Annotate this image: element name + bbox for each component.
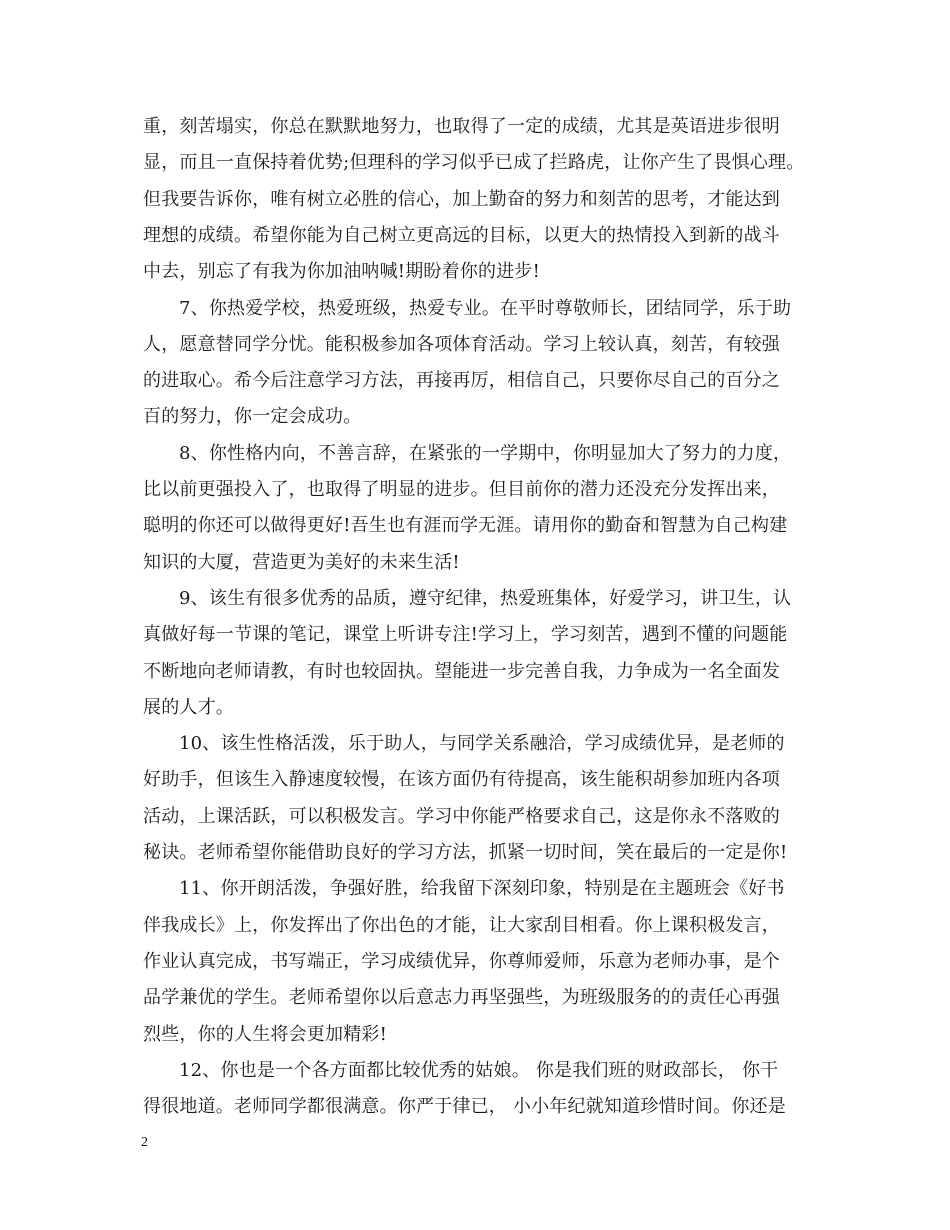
text-line: 人，愿意替同学分忧。能积极参加各项体育活动。学习上较认真，刻苦，有较强	[143, 333, 780, 355]
text-line: 烈些，你的人生将会更加精彩!	[143, 1023, 388, 1045]
text-line: 比以前更强投入了，也取得了明显的进步。但目前你的潜力还没充分发挥出来，	[143, 479, 780, 500]
text-line: 品学兼优的学生。老师希望你以后意志力再坚强些，为班级服务的的责任心再强	[143, 987, 780, 1009]
text-line: 8、你性格内向，不善言辞，在紧张的一学期中，你明显加大了努力的力度，	[179, 442, 792, 464]
text-line: 的进取心。希今后注意学习方法，再接再厉，相信自己，只要你尽自己的百分之	[143, 370, 780, 392]
text-line: 重，刻苦塌实，你总在默默地努力，也取得了一定的成绩，尤其是英语进步很明	[143, 116, 780, 137]
text-line: 秘诀。老师希望你能借助良好的学习方法，抓紧一切时间，笑在最后的一定是你!	[143, 842, 788, 863]
text-line: 中去，别忘了有我为你加油呐喊!期盼着你的进步!	[143, 261, 541, 283]
text-line: 但我要告诉你，唯有树立必胜的信心，加上勤奋的努力和刻苦的思考，才能达到	[143, 188, 780, 210]
text-line: 得很地道。老师同学都很满意。你严于律已， 小小年纪就知道珍惜时间。你还是	[143, 1096, 786, 1118]
text-line: 百的努力，你一定会成功。	[143, 406, 362, 428]
text-line: 真做好每一节课的笔记，课堂上听讲专注!学习上，学习刻苦，遇到不懂的问题能	[143, 624, 788, 646]
text-line: 10、该生性格活泼，乐于助人，与同学关系融洽，学习成绩优异，是老师的	[179, 733, 785, 755]
text-line: 好助手，但该生入静速度较慢，在该方面仍有待提高，该生能积胡参加班内各项	[143, 769, 780, 791]
text-line: 伴我成长》上，你发挥出了你出色的才能，让大家刮目相看。你上课积极发言，	[143, 914, 780, 936]
text-line: 不断地向老师请教，有时也较固执。望能进一步完善自我，力争成为一名全面发	[143, 660, 780, 682]
text-line: 显，而且一直保持着优势;但理科的学习似乎已成了拦路虎，让你产生了畏惧心理。	[143, 152, 805, 174]
text-line: 聪明的你还可以做得更好!吾生也有涯而学无涯。请用你的勤奋和智慧为自己构建	[143, 515, 788, 537]
text-line: 展的人才。	[143, 696, 234, 718]
text-line: 7、你热爱学校，热爱班级，热爱专业。在平时尊敬师长，团结同学，乐于助	[179, 297, 792, 319]
text-line: 活动，上课活跃，可以积极发言。学习中你能严格要求自己，这是你永不落败的	[143, 805, 780, 827]
text-line: 9、该生有很多优秀的品质，遵守纪律，热爱班集体，好爱学习，讲卫生，认	[179, 587, 792, 609]
text-line: 理想的成绩。希望你能为自己树立更高远的目标，以更大的热情投入到新的战斗	[143, 224, 780, 246]
page-number: 2	[141, 1135, 148, 1150]
text-line: 知识的大厦，营造更为美好的未来生活!	[143, 551, 460, 573]
text-line: 12、你也是一个各方面都比较优秀的姑娘。 你是我们班的财政部长， 你干	[179, 1059, 779, 1081]
text-line: 11、你开朗活泼，争强好胜，给我留下深刻印象，特别是在主题班会《好书	[179, 878, 785, 900]
text-line: 作业认真完成，书写端正，学习成绩优异，你尊师爱师，乐意为老师办事，是个	[143, 950, 780, 972]
